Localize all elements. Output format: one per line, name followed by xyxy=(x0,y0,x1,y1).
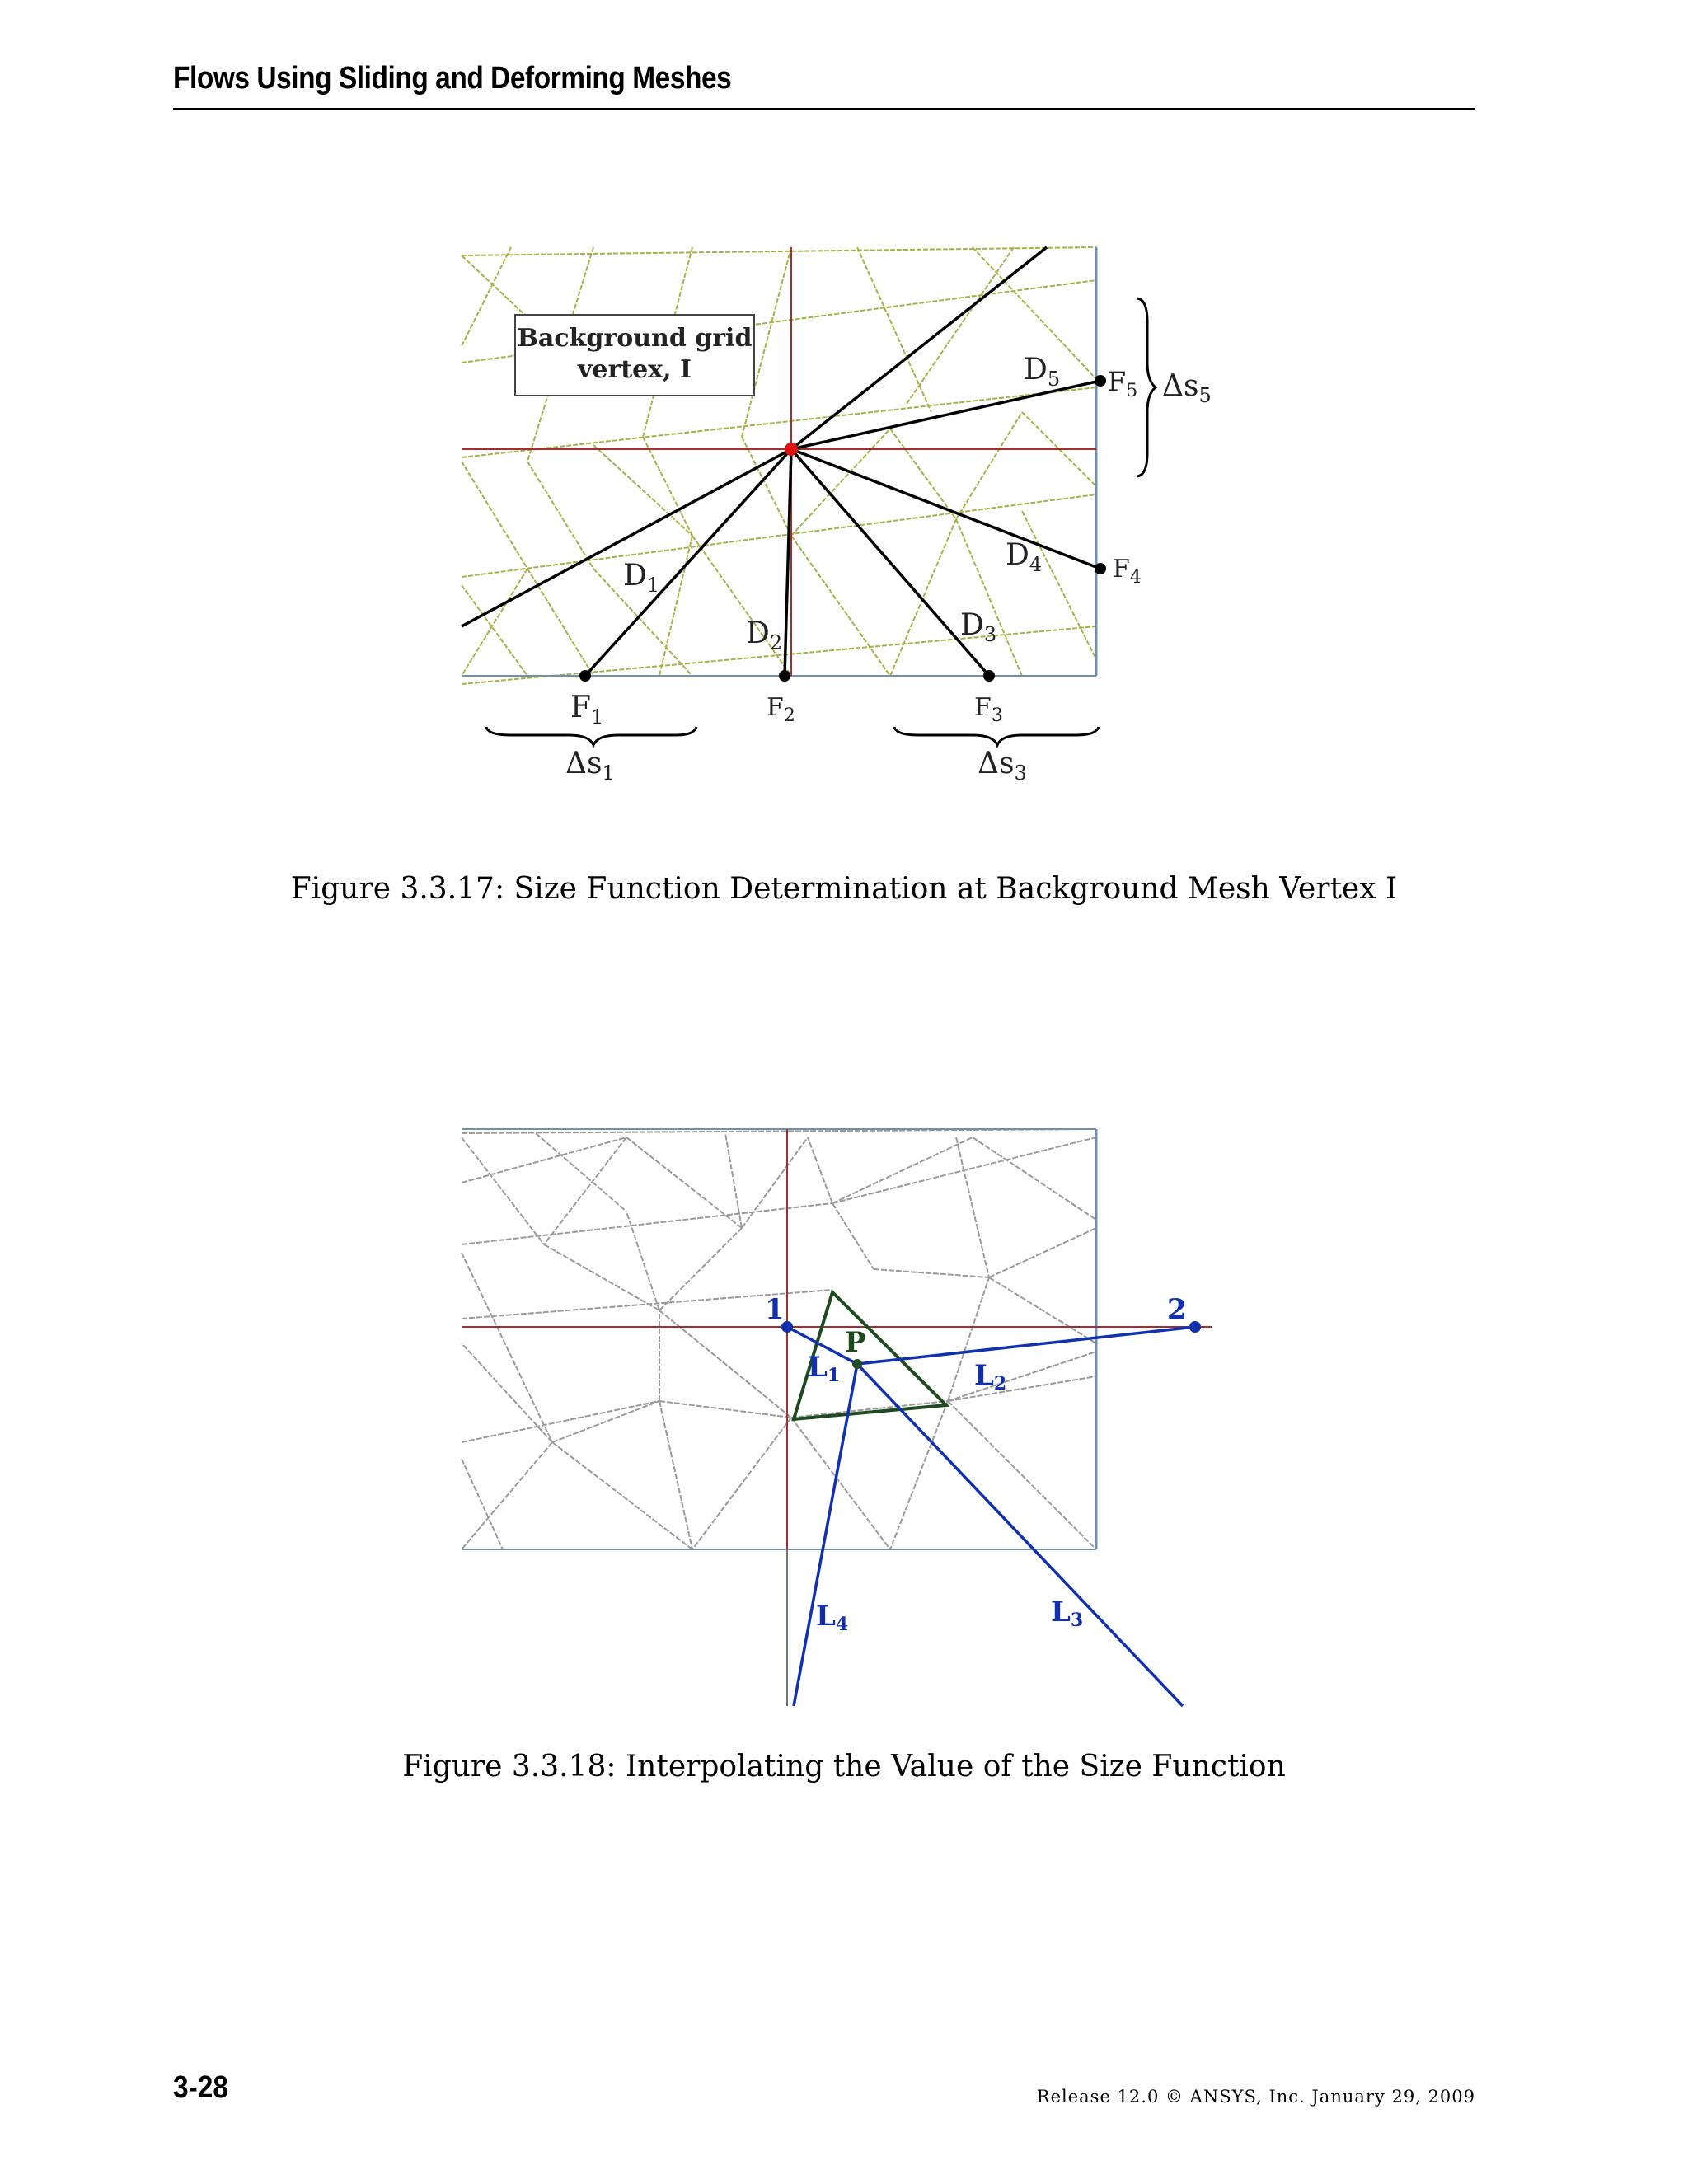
label-delta-s3: $\Delta s_3$ xyxy=(978,747,1027,785)
point-p xyxy=(852,1359,862,1369)
label-delta-s1: $\Delta s_1$ xyxy=(565,747,615,785)
callout-line2: vertex, I xyxy=(577,355,692,384)
figure1-caption: Figure 3.3.17: Size Function Determination at Background Mesh Vertex I xyxy=(290,872,1398,906)
label-d3: $D_3$ xyxy=(960,608,997,646)
label-p: P xyxy=(845,1326,866,1359)
figure-interpolation xyxy=(0,1113,1688,1722)
label-l1: L1 xyxy=(808,1351,841,1386)
label-f5: $F_5$ xyxy=(1108,366,1138,401)
label-l2: L2 xyxy=(974,1359,1007,1394)
label-f4: $F_4$ xyxy=(1113,555,1142,588)
label-f3: $F_3$ xyxy=(974,693,1003,726)
figure2-diagram xyxy=(0,1113,1688,1722)
release-footer: Release 12.0 © ANSYS, Inc. January 29, 2009 xyxy=(1036,2087,1475,2107)
page-number: 3-28 xyxy=(173,2070,228,2105)
callout-line1: Background grid xyxy=(517,324,753,353)
label-f2: $F_2$ xyxy=(767,693,795,726)
label-d2: $D_2$ xyxy=(746,616,783,654)
label-l3: L3 xyxy=(1051,1596,1084,1631)
label-point-2: 2 xyxy=(1167,1293,1187,1326)
point-f1 xyxy=(579,670,591,682)
label-delta-s5: $\Delta s_5$ xyxy=(1162,369,1212,407)
label-d4: $D_4$ xyxy=(1006,538,1043,576)
point-f2 xyxy=(779,670,790,682)
point-f4 xyxy=(1095,563,1106,574)
figure1-rays xyxy=(462,247,1100,676)
figure2-caption: Figure 3.3.18: Interpolating the Value of the Size Function xyxy=(402,1750,1286,1783)
background-grid-vertex xyxy=(785,443,798,456)
label-d5: $D_5$ xyxy=(1024,353,1061,391)
label-f1: $F_1$ xyxy=(570,691,604,729)
page-header-title: Flows Using Sliding and Deforming Meshes xyxy=(173,61,732,96)
figure-size-function xyxy=(0,239,1688,799)
point-f3 xyxy=(983,670,995,682)
figure1-diagram xyxy=(0,239,1688,799)
label-d1: $D_1$ xyxy=(623,559,660,597)
header-rule xyxy=(173,108,1475,110)
figure2-mesh xyxy=(462,1129,1096,1549)
figure1-mesh xyxy=(462,247,1096,684)
label-l4: L4 xyxy=(816,1600,849,1635)
point-f5 xyxy=(1095,375,1106,387)
label-point-1: 1 xyxy=(765,1293,785,1326)
point-2 xyxy=(1189,1321,1201,1333)
